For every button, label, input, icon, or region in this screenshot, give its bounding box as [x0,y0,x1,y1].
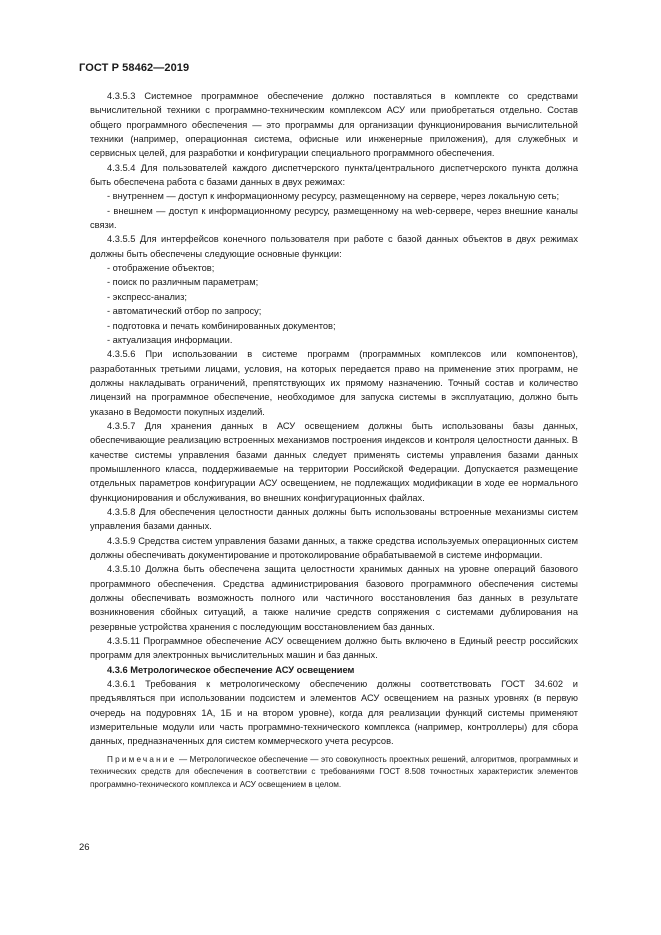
paragraph: 4.3.5.7 Для хранения данных в АСУ освещением должны быть использованы базы данных, обеспечивающие реализацию встроенных механизмов построения индексов и контроля целостности данных. В качестве системы управления базами данных следует применять системы управления базами данных промышленного класса, поддерживаемые на территории Российской Федерации. Допускается размещение отдельных параметров конфигурации АСУ освещением, не подлежащих модификации в ходе ее нормального функционирования и обслуживания, во внешних конфигурационных файлах. [90,420,578,503]
paragraph-list [90,89,578,749]
paragraph: 4.3.5.9 Средства систем управления базами данных, а также средства используемых операционных систем должны обеспечивать документирование и протоколирование обрабатываемой в системе информации. [90,535,578,560]
note-block [90,754,578,792]
paragraph: 4.3.5.3 Системное программное обеспечение должно поставляться в комплекте со средствами вычислительной техники с программно-техническим комплексом АСУ или приобретаться отдельно. Состав общего программного обеспечения — это программы для организации функционирования вычислительной техники (например, операционная система, офисные или инженерные приложения), для служебных и сервисных целей, для разработки и конфигурации специального программного обеспечения. [90,91,578,159]
paragraph: 4.3.5.11 Программное обеспечение АСУ освещением должно быть включено в Единый реестр российских программ для электронных вычислительных машин и баз данных. [90,636,578,661]
document-code-header: ГОСТ Р 58462—2019 [79,62,190,74]
list-item: - внутреннем — доступ к информационному ресурсу, размещенному на сервере, через локальную сеть; [107,191,560,202]
paragraph: 4.3.5.4 Для пользователей каждого диспетчерского пункта/центрального диспетчерского пункта должна быть обеспечена работа с базами данных в двух режимах: [90,162,578,188]
note-label: Примечание [107,754,177,764]
note-text: — Метрологическое обеспечение — это совокупность проектных решений, алгоритмов, программных и технических средств для обеспечения в соответствии с требованиями ГОСТ 8.508 точностных характеристик элементов программно-технического комплекса и АСУ освещением в целом. [90,754,578,789]
paragraph: 4.3.5.5 Для интерфейсов конечного пользователя при работе с базой данных объектов в двух режимах должны быть обеспечены следующие основные функции: [90,234,578,259]
page-number: 26 [79,842,90,853]
paragraph: 4.3.6.1 Требования к метрологическому обеспечению должны соответствовать ГОСТ 34.602 и предъявляться при использовании подсистем и элементов АСУ освещением на разных уровнях (в первую очередь на подуровнях 1А, 1Б и на втором уровне), когда для реализации функций системы применяют измерительные модули или часть программно-технического комплекса (например, контроллеры) для сбора данных, предназначенных для систем коммерческого учета ресурсов. [90,679,578,747]
list-item: - экспресс-анализ; [107,291,187,302]
list-item: - внешнем — доступ к информационному ресурсу, размещенному на web-сервере, через внешние каналы связи. [90,205,578,231]
document-body [90,89,578,792]
list-item: - поиск по различным параметрам; [107,277,259,288]
paragraph: 4.3.5.6 При использовании в системе программ (программных комплексов или компонентов), разработанных третьими лицами, условия, на которых передается право на применение этих программ, не должны накладывать ограничений, препятствующих их прямому назначению. Точный состав и количество лицензий на программное обеспечение, необходимое для запуска системы в эксплуатацию, должно быть указано в Ведомости покупных изделий. [90,349,578,417]
list-item: - подготовка и печать комбинированных документов; [107,320,336,331]
list-item: - отображение объектов; [107,263,215,274]
section-heading: 4.3.6 Метрологическое обеспечение АСУ освещением [107,664,355,675]
list-item: - автоматический отбор по запросу; [107,306,262,317]
paragraph: 4.3.5.8 Для обеспечения целостности данных должны быть использованы встроенные механизмы систем управления базами данных. [90,506,578,532]
list-item: - актуализация информации. [107,334,233,345]
paragraph: 4.3.5.10 Должна быть обеспечена защита целостности хранимых данных на уровне операций базового программного обеспечения. Средства администрирования базового программного обеспечения системы должны обеспечивать возможность полного или частичного восстановления баз данных в результате возникновения сбойных ситуаций, а также наличие средств сопряжения с системами дублирования на резервные устройства хранения с последующим восстановлением баз данных. [90,564,578,632]
